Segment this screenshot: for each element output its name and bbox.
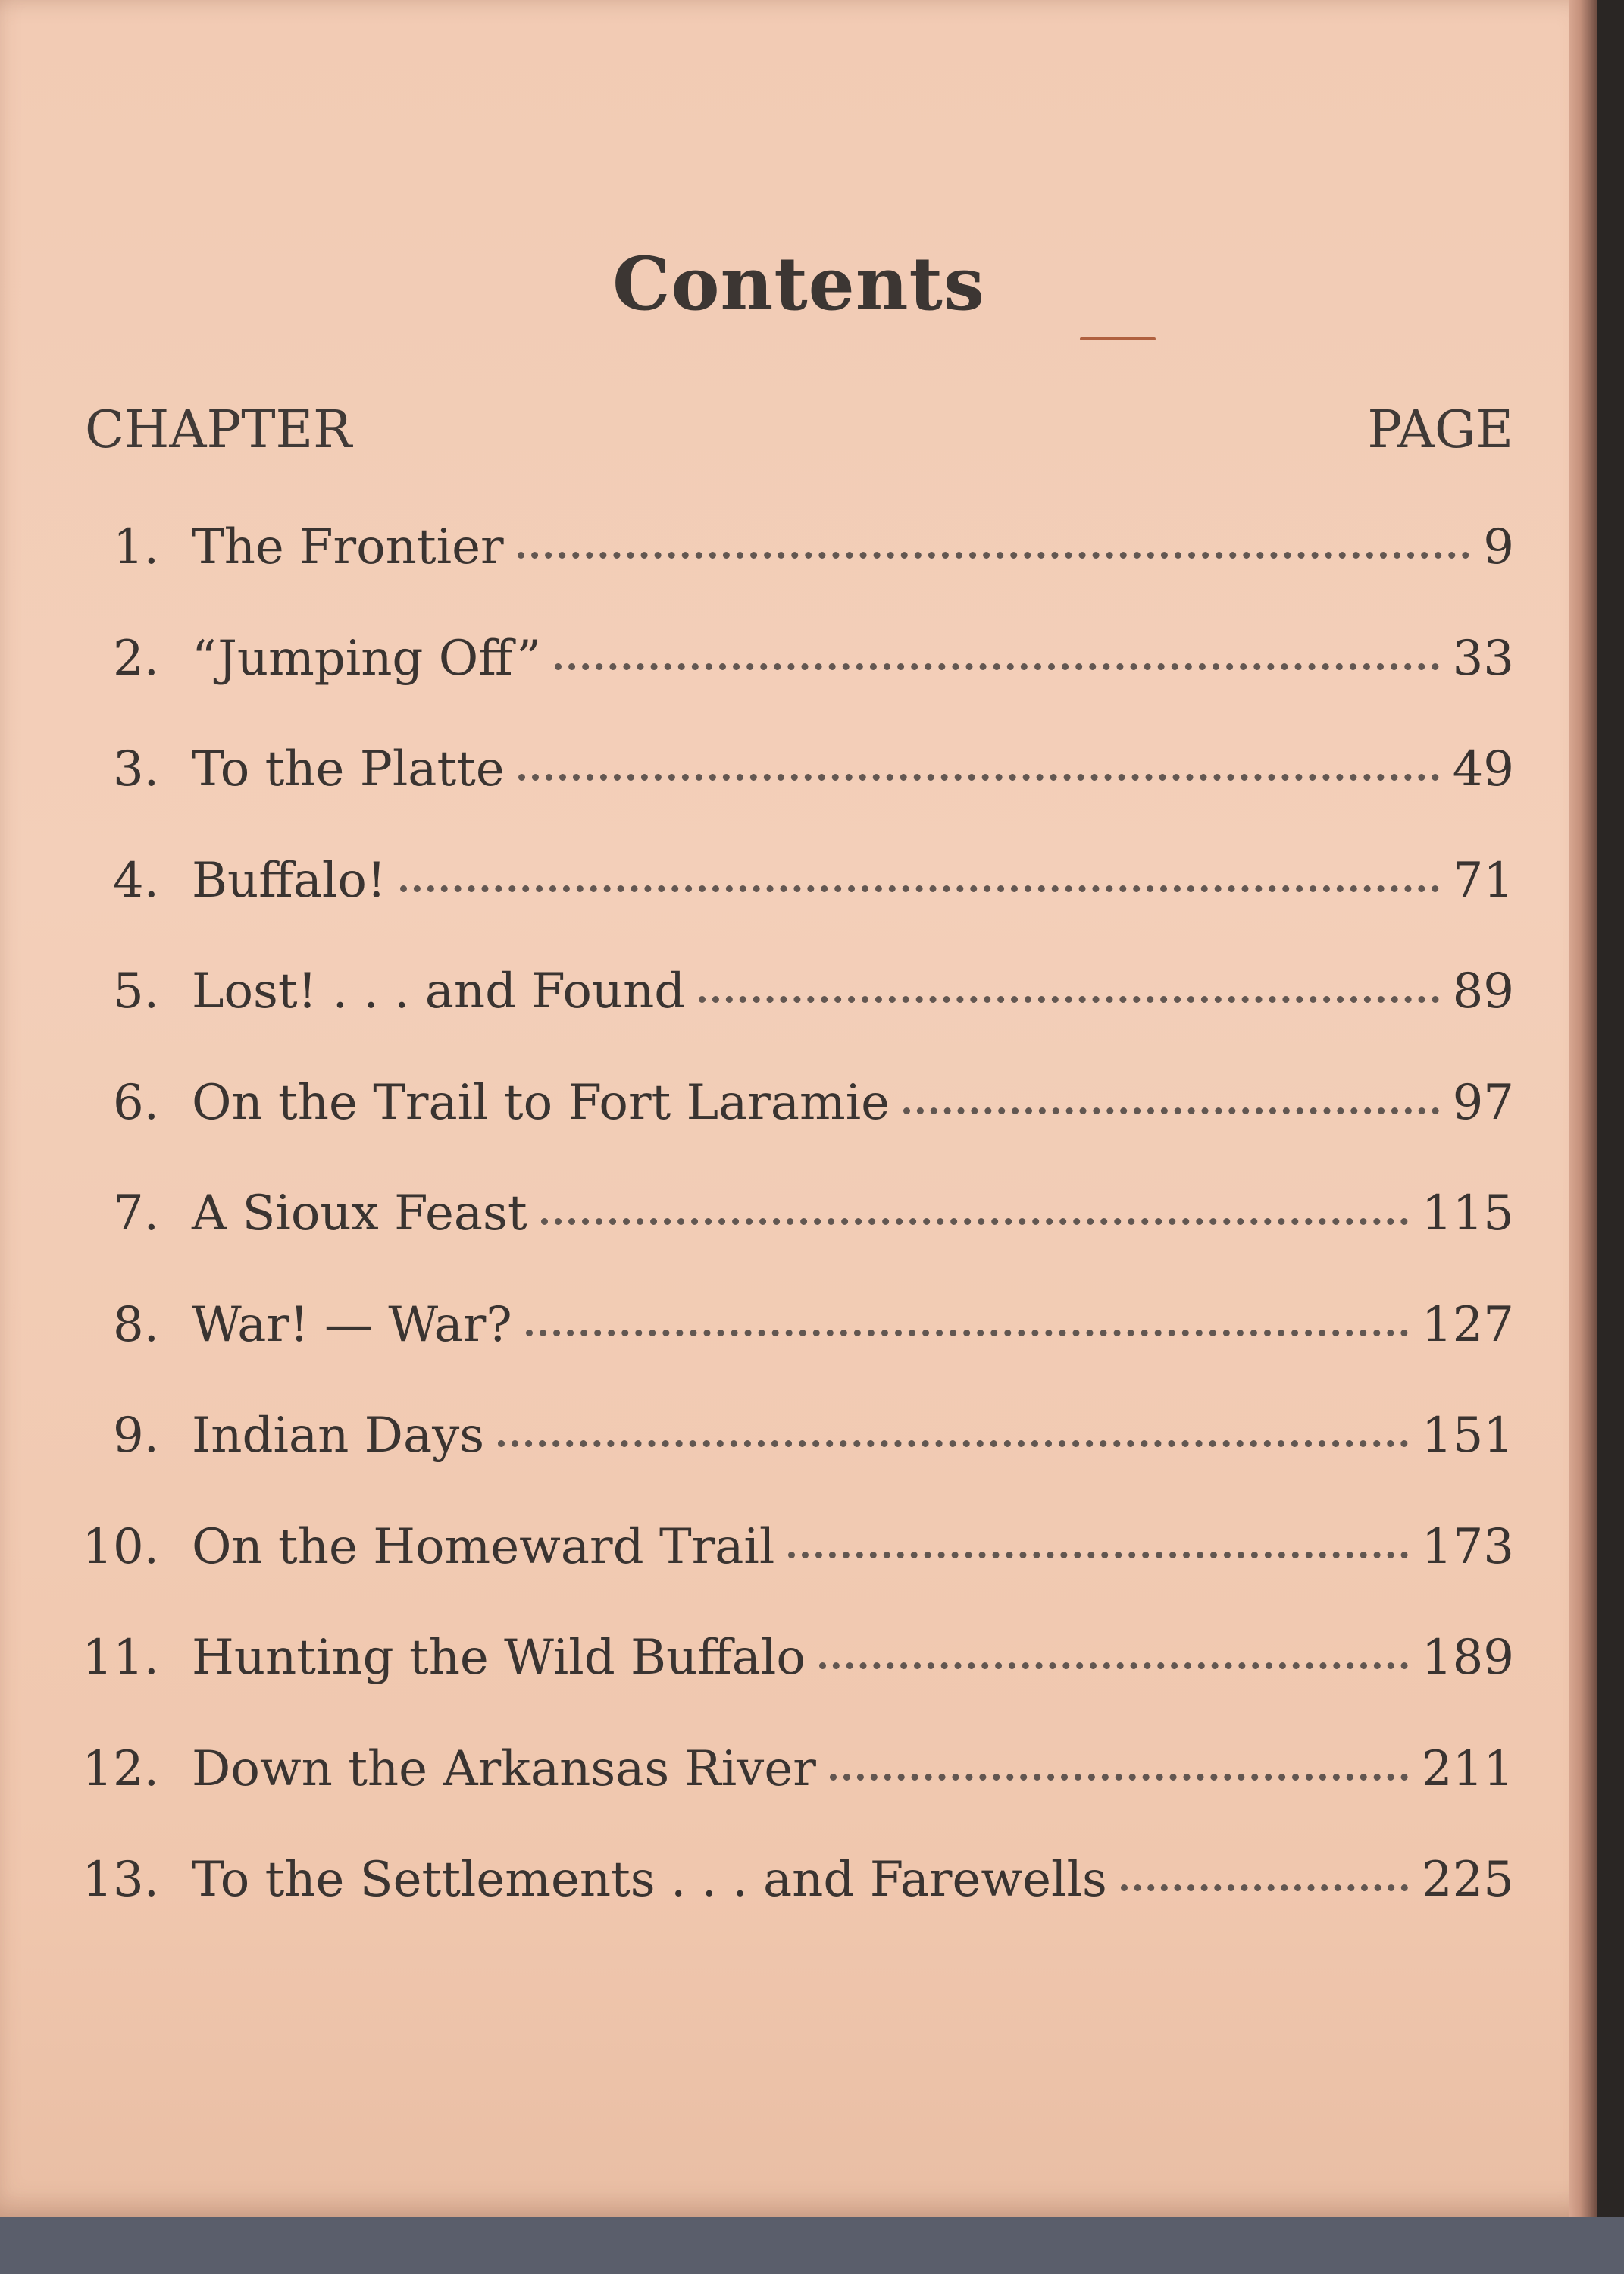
chapter-column-header: CHAPTER — [85, 400, 352, 460]
dot-leader — [555, 663, 1438, 670]
chapter-title: Down the Arkansas River — [192, 1740, 816, 1797]
toc-entry — [0, 519, 1597, 631]
chapter-number: 6. — [112, 1074, 159, 1131]
toc-entry — [0, 963, 1597, 1075]
chapter-number: 3. — [112, 741, 159, 797]
chapter-number: 12. — [82, 1740, 159, 1797]
chapter-title: A Sioux Feast — [192, 1186, 527, 1242]
chapter-number: 9. — [112, 1408, 159, 1464]
page-number: 173 — [1421, 1518, 1514, 1575]
toc-entry — [0, 631, 1597, 742]
chapter-title: On the Homeward Trail — [192, 1518, 775, 1575]
page-number: 115 — [1421, 1186, 1514, 1242]
chapter-title: Buffalo! — [192, 852, 386, 909]
toc-entry — [0, 1852, 1597, 1963]
toc-entry — [0, 853, 1597, 964]
dot-leader — [699, 996, 1438, 1003]
page-number: 211 — [1421, 1740, 1514, 1797]
chapter-title: To the Platte — [192, 741, 505, 797]
chapter-number: 4. — [112, 852, 159, 909]
dot-leader — [788, 1552, 1408, 1558]
page-number: 89 — [1452, 963, 1514, 1020]
chapter-title: War! — War? — [192, 1296, 512, 1353]
page-number: 225 — [1421, 1852, 1514, 1908]
page-number: 97 — [1452, 1074, 1514, 1131]
chapter-title: On the Trail to Fort Laramie — [192, 1074, 890, 1131]
page-number: 9 — [1483, 519, 1514, 575]
chapter-number: 11. — [82, 1630, 159, 1686]
page-number: 127 — [1421, 1296, 1514, 1353]
chapter-number: 2. — [112, 630, 159, 687]
chapter-title: Lost! . . . and Found — [192, 963, 686, 1020]
toc-entry — [0, 1297, 1597, 1408]
scan-background — [0, 2217, 1624, 2274]
dot-leader — [400, 885, 1439, 892]
chapter-number: 10. — [82, 1518, 159, 1575]
chapter-title: The Frontier — [192, 519, 504, 575]
toc-entry — [0, 1630, 1597, 1741]
dot-leader — [518, 552, 1470, 559]
dot-leader — [541, 1218, 1408, 1225]
chapter-number: 1. — [112, 519, 159, 575]
column-headers — [85, 400, 1513, 461]
page-number: 71 — [1452, 852, 1514, 909]
chapter-number: 5. — [112, 963, 159, 1020]
chapter-number: 8. — [112, 1296, 159, 1353]
dot-leader — [1121, 1884, 1408, 1891]
dot-leader — [830, 1774, 1408, 1781]
toc-entry — [0, 1186, 1597, 1297]
page-number: 33 — [1452, 630, 1514, 687]
chapter-title: Hunting the Wild Buffalo — [192, 1630, 806, 1686]
chapter-number: 7. — [112, 1186, 159, 1242]
toc-entry — [0, 1408, 1597, 1519]
toc-entry — [0, 1741, 1597, 1853]
dot-leader — [498, 1440, 1408, 1447]
page-number: 151 — [1421, 1408, 1514, 1464]
dot-leader — [819, 1662, 1408, 1669]
ink-mark — [1080, 337, 1156, 340]
dot-leader — [903, 1107, 1439, 1114]
table-of-contents — [0, 519, 1597, 1963]
dot-leader — [526, 1330, 1408, 1336]
chapter-title: Indian Days — [192, 1408, 485, 1464]
chapter-number: 13. — [82, 1852, 159, 1908]
page-number: 49 — [1452, 741, 1514, 797]
chapter-title: “Jumping Off” — [192, 630, 542, 687]
toc-entry — [0, 1075, 1597, 1186]
chapter-title: To the Settlements . . . and Farewells — [192, 1852, 1107, 1908]
page-number: 189 — [1421, 1630, 1514, 1686]
toc-entry — [0, 741, 1597, 853]
page-title: Contents — [612, 241, 985, 327]
page-column-header: PAGE — [1367, 400, 1513, 460]
toc-entry — [0, 1519, 1597, 1630]
dot-leader — [518, 774, 1439, 781]
